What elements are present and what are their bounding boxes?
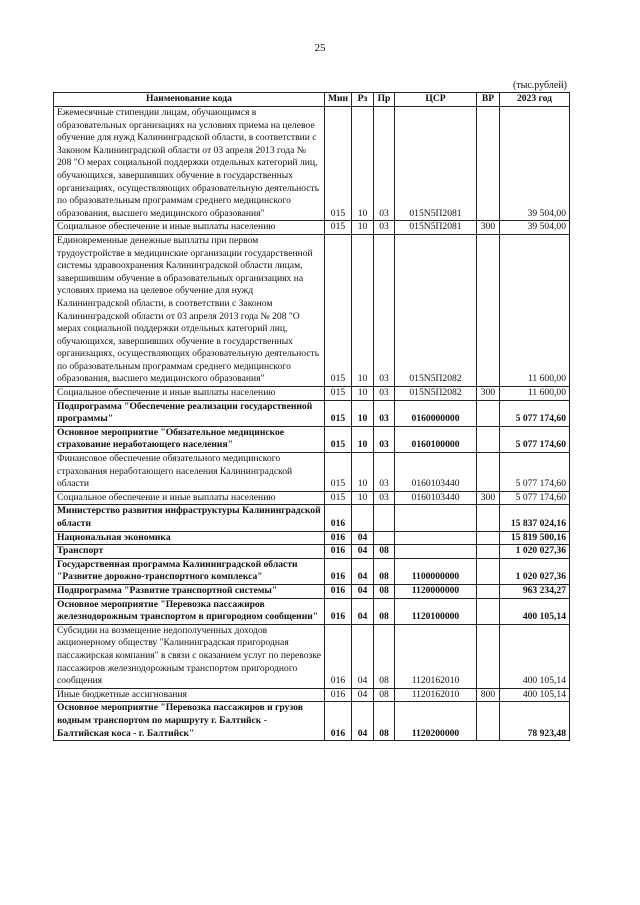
row-csr: 015N5П2081 (395, 107, 477, 221)
row-name: Основное мероприятие "Перевозка пассажиров железнодорожным транспортом в пригородном сообщении" (54, 598, 325, 624)
table-row (54, 558, 570, 584)
table-row (54, 702, 570, 741)
header-vr: ВР (477, 93, 500, 107)
row-csr (395, 531, 477, 545)
row-pr: 08 (374, 598, 395, 624)
row-amount: 400 105,14 (500, 598, 570, 624)
row-name: Финансовое обеспечение обязательного медицинского страхования неработающего населения Калининградской области (54, 453, 325, 492)
row-min: 016 (325, 702, 352, 741)
row-min: 016 (325, 584, 352, 598)
row-min: 015 (325, 426, 352, 452)
row-csr: 1120000000 (395, 584, 477, 598)
row-min: 016 (325, 531, 352, 545)
row-pr: 03 (374, 426, 395, 452)
row-rz: 04 (352, 688, 374, 702)
row-rz: 10 (352, 453, 374, 492)
row-rz: 10 (352, 387, 374, 401)
row-amount: 15 819 500,16 (500, 531, 570, 545)
row-min: 016 (325, 624, 352, 688)
row-pr: 08 (374, 624, 395, 688)
row-pr: 08 (374, 584, 395, 598)
row-pr: 08 (374, 702, 395, 741)
row-amount: 39 504,00 (500, 221, 570, 235)
row-rz: 04 (352, 702, 374, 741)
row-pr: 03 (374, 107, 395, 221)
row-csr: 0160103440 (395, 491, 477, 505)
row-name: Иные бюджетные ассигнования (54, 688, 325, 702)
row-csr: 0160000000 (395, 400, 477, 426)
table-row (54, 400, 570, 426)
row-rz (352, 505, 374, 531)
row-csr: 1120100000 (395, 598, 477, 624)
row-pr: 08 (374, 545, 395, 559)
row-vr: 300 (477, 221, 500, 235)
row-vr (477, 426, 500, 452)
row-rz: 04 (352, 558, 374, 584)
row-rz: 10 (352, 107, 374, 221)
row-amount: 400 105,14 (500, 624, 570, 688)
budget-table (53, 92, 570, 741)
row-min: 015 (325, 387, 352, 401)
row-min: 015 (325, 453, 352, 492)
row-amount: 5 077 174,60 (500, 426, 570, 452)
row-amount: 5 077 174,60 (500, 400, 570, 426)
row-pr: 03 (374, 491, 395, 505)
table-row (54, 234, 570, 386)
row-csr: 1100000000 (395, 558, 477, 584)
table-row (54, 598, 570, 624)
row-min: 016 (325, 688, 352, 702)
row-rz: 04 (352, 545, 374, 559)
row-name: Ежемесячные стипендии лицам, обучающимся в образовательных организациях на условиях приема на целевое обучение для нужд Калининградской области, в соответствии с Законом Калининградской области от 03 апреля 2013 года № 208 "О мерах социальной поддержки отдельных категорий лиц, обучающихся, завершивших обучение в государственных организациях, осуществляющих образовательную деятельность по образовательным программам среднего медицинского образования, высшего медицинского образования" (54, 107, 325, 221)
row-vr (477, 558, 500, 584)
row-amount: 39 504,00 (500, 107, 570, 221)
header-min: Мин (325, 93, 352, 107)
row-rz: 10 (352, 221, 374, 235)
table-row (54, 107, 570, 221)
table-row (54, 426, 570, 452)
table-row (54, 387, 570, 401)
row-min: 016 (325, 558, 352, 584)
row-csr: 015N5П2082 (395, 387, 477, 401)
row-vr (477, 107, 500, 221)
row-name: Социальное обеспечение и иные выплаты населению (54, 387, 325, 401)
row-rz: 10 (352, 400, 374, 426)
row-name: Государственная программа Калининградской области "Развитие дорожно-транспортного комплекса" (54, 558, 325, 584)
row-amount: 963 234,27 (500, 584, 570, 598)
row-pr: 03 (374, 221, 395, 235)
row-rz: 04 (352, 531, 374, 545)
table-row (54, 531, 570, 545)
table-row (54, 624, 570, 688)
row-vr: 300 (477, 387, 500, 401)
table-row (54, 584, 570, 598)
row-amount: 15 837 024,16 (500, 505, 570, 531)
row-amount: 5 077 174,60 (500, 453, 570, 492)
row-name: Основное мероприятие "Обязательное медицинское страхование неработающего населения" (54, 426, 325, 452)
row-rz: 10 (352, 234, 374, 386)
row-amount: 11 600,00 (500, 387, 570, 401)
header-csr: ЦСР (395, 93, 477, 107)
row-pr: 08 (374, 558, 395, 584)
row-name: Основное мероприятие "Перевозка пассажиров и грузов водным транспортом по маршруту г. Балтийск - Балтийская коса - г. Балтийск" (54, 702, 325, 741)
row-csr: 1120162010 (395, 624, 477, 688)
row-amount: 78 923,48 (500, 702, 570, 741)
header-amount: 2023 год (500, 93, 570, 107)
header-name: Наименование кода (54, 93, 325, 107)
row-csr: 1120162010 (395, 688, 477, 702)
row-csr: 015N5П2081 (395, 221, 477, 235)
row-csr: 015N5П2082 (395, 234, 477, 386)
row-amount: 1 020 027,36 (500, 558, 570, 584)
row-amount: 1 020 027,36 (500, 545, 570, 559)
table-header-row (54, 93, 570, 107)
row-vr (477, 531, 500, 545)
row-pr (374, 505, 395, 531)
row-vr (477, 624, 500, 688)
row-min: 016 (325, 505, 352, 531)
row-name: Единовременные денежные выплаты при первом трудоустройстве в медицинские организации государственной системы здравоохранения Калининградской области лицам, завершившим обучение в образовательных организациях на условиях приема на целевое обучение для нужд Калининградской области, в соответствии с Законом Калининградской области от 03 апреля 2013 года № 208 "О мерах социальной поддержки отдельных категорий лиц, обучающихся, завершивших обучение в государственных организациях, осуществляющих образовательную деятельность по образовательным программам среднего медицинского образования, высшего медицинского образования" (54, 234, 325, 386)
row-min: 015 (325, 491, 352, 505)
row-name: Национальная экономика (54, 531, 325, 545)
row-csr: 0160103440 (395, 453, 477, 492)
row-vr: 300 (477, 491, 500, 505)
row-pr: 03 (374, 453, 395, 492)
row-rz: 10 (352, 491, 374, 505)
row-vr (477, 505, 500, 531)
row-min: 015 (325, 107, 352, 221)
row-rz: 04 (352, 598, 374, 624)
table-row (54, 545, 570, 559)
row-name: Транспорт (54, 545, 325, 559)
table-row (54, 491, 570, 505)
row-name: Министерство развития инфраструктуры Калининградской области (54, 505, 325, 531)
row-vr (477, 453, 500, 492)
row-vr (477, 400, 500, 426)
row-amount: 5 077 174,60 (500, 491, 570, 505)
row-csr: 0160100000 (395, 426, 477, 452)
row-min: 016 (325, 545, 352, 559)
row-rz: 10 (352, 426, 374, 452)
table-row (54, 688, 570, 702)
header-pr: Пр (374, 93, 395, 107)
row-min: 015 (325, 234, 352, 386)
row-amount: 11 600,00 (500, 234, 570, 386)
table-row (54, 505, 570, 531)
row-name: Подпрограмма "Развитие транспортной системы" (54, 584, 325, 598)
table-row (54, 221, 570, 235)
row-name: Субсидии на возмещение недополученных доходов акционерному обществу "Калининградская пригородная пассажирская компания" в связи с оказанием услуг по перевозке пассажиров железнодорожным транспортом пригородного сообщения (54, 624, 325, 688)
row-amount: 400 105,14 (500, 688, 570, 702)
row-csr: 1120200000 (395, 702, 477, 741)
table-row (54, 453, 570, 492)
row-vr (477, 584, 500, 598)
row-name: Социальное обеспечение и иные выплаты населению (54, 491, 325, 505)
row-pr: 08 (374, 688, 395, 702)
units-label: (тыс.рублей) (512, 80, 567, 91)
row-name: Социальное обеспечение и иные выплаты населению (54, 221, 325, 235)
row-pr: 03 (374, 234, 395, 386)
row-vr (477, 702, 500, 741)
row-pr: 03 (374, 387, 395, 401)
row-vr (477, 234, 500, 386)
row-pr (374, 531, 395, 545)
row-vr (477, 598, 500, 624)
row-rz: 04 (352, 584, 374, 598)
row-pr: 03 (374, 400, 395, 426)
row-csr (395, 545, 477, 559)
row-min: 015 (325, 400, 352, 426)
row-min: 016 (325, 598, 352, 624)
row-min: 015 (325, 221, 352, 235)
row-rz: 04 (352, 624, 374, 688)
row-name: Подпрограмма "Обеспечение реализации государственной программы" (54, 400, 325, 426)
row-csr (395, 505, 477, 531)
header-rz: Рз (352, 93, 374, 107)
row-vr: 800 (477, 688, 500, 702)
row-vr (477, 545, 500, 559)
page-number: 25 (314, 42, 326, 54)
